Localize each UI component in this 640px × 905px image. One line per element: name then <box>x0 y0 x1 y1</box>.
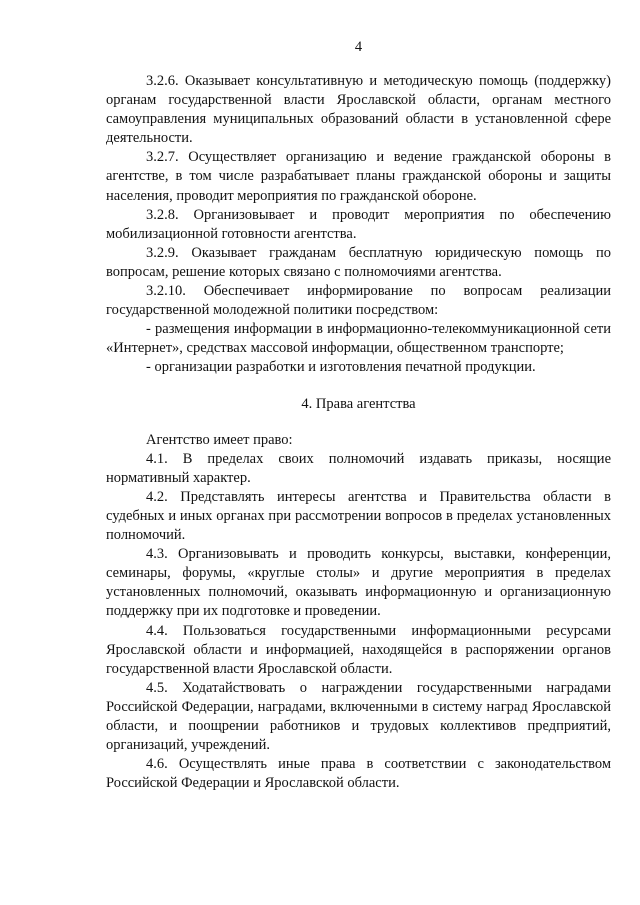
document-body <box>106 72 611 793</box>
list-item-print: - организации разработки и изготовления печатной продукции. <box>146 359 536 376</box>
paragraph-4-1: 4.1. В пределах своих полномочий издавать приказы, носящие нормативный характер. <box>106 450 611 486</box>
paragraph-4-6: 4.6. Осуществлять иные права в соответствии с законодательством Российской Федерации и Ярославской области. <box>106 756 611 792</box>
section-heading: 4. Права агентства <box>301 395 416 412</box>
paragraph-3-2-8: 3.2.8. Организовывает и проводит мероприятия по обеспечению мобилизационной готовности агентства. <box>106 206 611 242</box>
section-intro: Агентство имеет право: <box>146 431 293 448</box>
page-number: 4 <box>354 39 363 55</box>
paragraph-4-3: 4.3. Организовывать и проводить конкурсы, выставки, конференции, семинары, форумы, «круглые столы» и другие мероприятия в пределах установленных полномочий, оказывать информационную и организационную поддержку при их подготовке и проведении. <box>106 546 611 620</box>
list-item-internet: - размещения информации в информационно-телекоммуникационной сети «Интернет», средствах массовой информации, общественном транспорте; <box>106 321 611 357</box>
paragraph-3-2-6: 3.2.6. Оказывает консультативную и методическую помощь (поддержку) органам государственной власти Ярославской области, органам местного самоуправления муниципальных образований области в установленной сфере деятельности. <box>106 73 611 147</box>
paragraph-4-5: 4.5. Ходатайствовать о награждении государственными наградами Российской Федерации, наградами, включенными в систему наград Ярославской области, и поощрении работников и трудовых коллективов предприятий, организаций, учреждений. <box>106 679 611 754</box>
paragraph-4-2: 4.2. Представлять интересы агентства и Правительства области в судебных и иных органах при рассмотрении вопросов в пределах установленных полномочий. <box>106 488 611 544</box>
paragraph-3-2-9: 3.2.9. Оказывает гражданам бесплатную юридическую помощь по вопросам, решение которых связано с полномочиями агентства. <box>106 244 611 280</box>
paragraph-3-2-10: 3.2.10. Обеспечивает информирование по вопросам реализации государственной молодежной политики посредством: <box>106 283 611 319</box>
paragraph-3-2-7: 3.2.7. Осуществляет организацию и ведение гражданской обороны в агентстве, в том числе разрабатывает планы гражданской обороны и защиты населения, проводит мероприятия по гражданской обороне. <box>106 149 611 204</box>
paragraph-4-4: 4.4. Пользоваться государственными информационными ресурсами Ярославской области и информацией, находящейся в распоряжении органов государственной власти Ярославской области. <box>106 622 611 677</box>
